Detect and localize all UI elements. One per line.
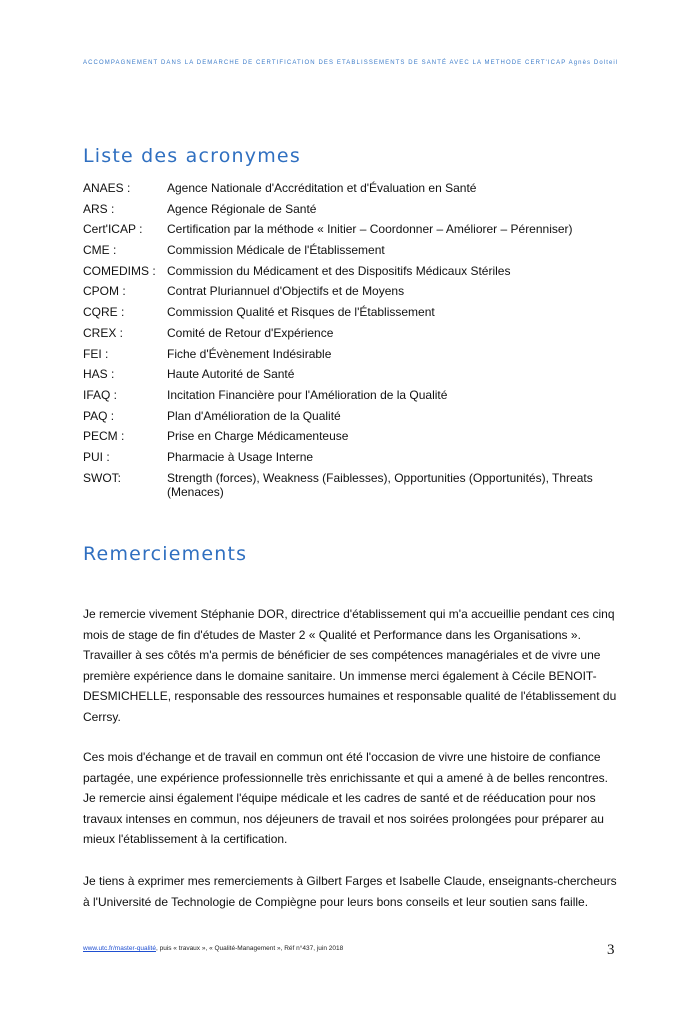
acronym-abbr: HAS : xyxy=(83,367,115,382)
acronym-row xyxy=(83,326,603,340)
running-header: ACCOMPAGNEMENT DANS LA DEMARCHE DE CERTIFICATION DES ETABLISSEMENTS DE SANTÉ AVEC LA METHODE CERT'ICAP Agnès Dolteil xyxy=(83,60,619,66)
acronym-abbr: PUI : xyxy=(83,449,110,464)
acronym-definition: Fiche d'Évènement Indésirable xyxy=(167,346,332,361)
thanks-title: Remerciements xyxy=(83,543,248,565)
acronym-row xyxy=(83,222,603,236)
acronym-definition: Pharmacie à Usage Interne xyxy=(167,449,314,464)
acronym-row xyxy=(83,202,603,216)
acronym-abbr: PAQ : xyxy=(83,408,115,423)
acronym-row xyxy=(83,181,603,195)
acronym-abbr: FEI : xyxy=(83,346,109,361)
page-number: 3 xyxy=(607,942,615,958)
acronym-definition: Strength (forces), Weakness (Faiblesses), Opportunities (Opportunités), Threats (Menaces) xyxy=(167,470,593,499)
footer-reference: , puis « travaux », « Qualité-Management », Réf n°437, juin 2018 xyxy=(155,945,344,952)
acronym-row xyxy=(83,305,603,319)
acronym-row xyxy=(83,471,603,499)
acronym-row xyxy=(83,284,603,298)
thanks-paragraph-1: Je remercie vivement Stéphanie DOR, directrice d'établissement qui m'a accueillie pendant ces cinq mois de stage de fin d'études de Master 2 « Qualité et Performance dans les Organisations ». Travailler à ses côtés m'a permis de bénéficier de ses compétences managériales et de vivre une première expérience dans le domaine sanitaire. Un immense merci également à Cécile BENOIT-DESMICHELLE, responsable des ressources humaines et responsable qualité de l'établissement du Cerrsy. xyxy=(83,607,617,724)
acronym-definition: Plan d'Amélioration de la Qualité xyxy=(167,408,341,423)
acronym-row xyxy=(83,367,603,381)
acronym-definition: Certification par la méthode « Initier – Coordonner – Améliorer – Pérenniser) xyxy=(167,222,573,237)
acronym-abbr: SWOT: xyxy=(83,470,121,485)
acronym-abbr: Cert'ICAP : xyxy=(83,222,143,237)
acronym-abbr: CME : xyxy=(83,243,117,258)
thanks-paragraph-3: Je tiens à exprimer mes remerciements à Gilbert Farges et Isabelle Claude, enseignants-chercheurs à l'Université de Technologie de Compiègne pour leurs bons conseils et leur soutien sans faille. xyxy=(83,874,617,909)
acronym-definition: Commission du Médicament et des Dispositifs Médicaux Stériles xyxy=(167,263,511,278)
acronym-definition: Prise en Charge Médicamenteuse xyxy=(167,429,349,444)
acronym-list xyxy=(83,181,603,505)
acronym-definition: Commission Qualité et Risques de l'Établissement xyxy=(167,305,435,320)
acronym-abbr: COMEDIMS : xyxy=(83,263,156,278)
acronym-abbr: CPOM : xyxy=(83,284,126,299)
acronym-definition: Incitation Financière pour l'Amélioration de la Qualité xyxy=(167,387,448,402)
acronyms-title: Liste des acronymes xyxy=(83,145,301,167)
footer xyxy=(83,945,343,952)
acronym-definition: Contrat Pluriannuel d'Objectifs et de Moyens xyxy=(167,284,405,299)
acronym-row xyxy=(83,429,603,443)
acronym-abbr: IFAQ : xyxy=(83,387,118,402)
acronym-row xyxy=(83,450,603,464)
acronym-abbr: CQRE : xyxy=(83,305,125,320)
acronym-abbr: PECM : xyxy=(83,429,125,444)
acronym-definition: Commission Médicale de l'Établissement xyxy=(167,243,385,258)
footer-link[interactable]: www.utc.fr/master-qualité xyxy=(83,945,156,952)
acronym-row xyxy=(83,388,603,402)
acronym-definition: Comité de Retour d'Expérience xyxy=(167,325,334,340)
acronym-row xyxy=(83,264,603,278)
acronym-abbr: CREX : xyxy=(83,325,124,340)
acronym-definition: Haute Autorité de Santé xyxy=(167,367,295,382)
acronym-definition: Agence Nationale d'Accréditation et d'Évaluation en Santé xyxy=(167,181,477,195)
acronym-row xyxy=(83,347,603,361)
acronym-row xyxy=(83,409,603,423)
thanks-paragraph-2: Ces mois d'échange et de travail en commun ont été l'occasion de vivre une histoire de confiance partagée, une expérience professionnelle très enrichissante et qui a amené à de belles rencontres. Je remercie ainsi également l'équipe médicale et les cadres de santé et de rééducation pour nos travaux intenses en commun, nos déjeuners de travail et nos soirées prolongées pour préparer au mieux l'établissement à la certification. xyxy=(83,750,608,846)
acronym-abbr: ARS : xyxy=(83,201,115,216)
acronym-abbr: ANAES : xyxy=(83,181,131,195)
acronym-definition: Agence Régionale de Santé xyxy=(167,201,317,216)
acronym-row xyxy=(83,243,603,257)
